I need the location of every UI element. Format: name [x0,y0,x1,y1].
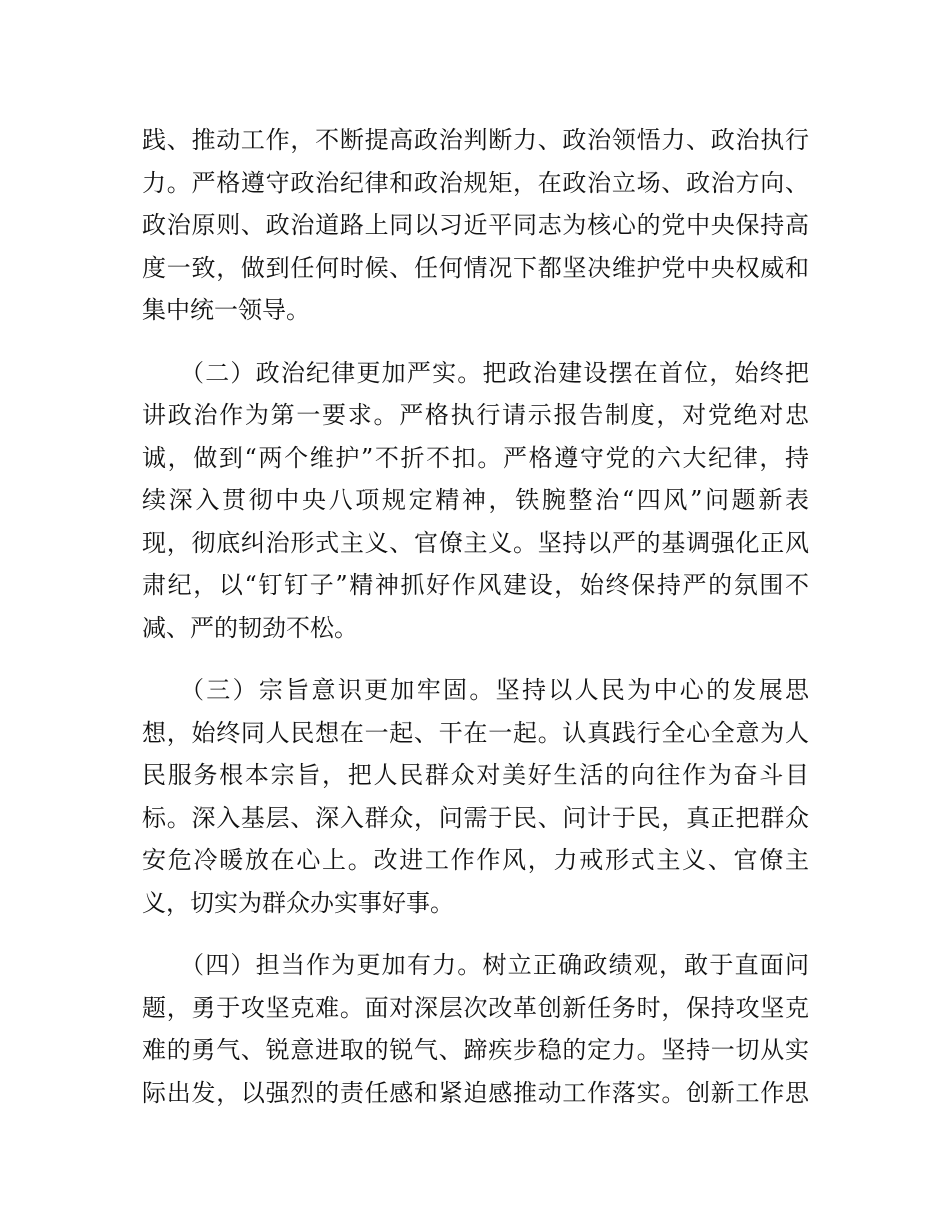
text-line: 讲政治作为第一要求。严格执行请示报告制度，对党绝对忠 [142,401,809,429]
text-line: 义，切实为群众办实事好事。 [142,888,454,917]
text-line: 民服务根本宗旨，把人民群众对美好生活的向往作为奋斗目 [142,761,809,789]
text-line: （四）担当作为更加有力。树立正确政绩观，敢于直面问 [180,951,809,979]
paragraph-continuation [142,119,809,332]
text-line: 标。深入基层、深入群众，问需于民、问计于民，真正把群众 [142,803,809,832]
text-line: 减、严的韧劲不松。 [142,613,358,642]
text-line: 肃纪，以“钉钉子”精神抓好作风建设，始终保持严的氛围不 [142,571,809,599]
text-line: 想，始终同人民想在一起、干在一起。认真践行全心全意为人 [142,718,809,747]
text-line: （三）宗旨意识更加牢固。坚持以人民为中心的发展思 [180,676,809,704]
text-line: （二）政治纪律更加严实。把政治建设摆在首位，始终把 [180,358,809,387]
text-line: 集中统一领导。 [142,296,310,324]
text-line: 践、推动工作，不断提高政治判断力、政治领悟力、政治执行 [142,126,809,154]
text-line: 安危冷暖放在心上。改进工作作风，力戒形式主义、官僚主 [142,846,809,874]
text-line: 际出发，以强烈的责任感和紧迫感推动工作落实。创新工作思 [142,1078,809,1107]
text-line: 诚，做到“两个维护”不折不扣。严格遵守党的六大纪律，持 [142,443,809,472]
paragraph-political-discipline [142,352,809,650]
text-line: 题，勇于攻坚克难。面对深层次改革创新任务时，保持攻坚克 [142,993,809,1022]
text-line: 政治原则、政治道路上同以习近平同志为核心的党中央保持高 [142,211,809,239]
document-page [142,119,809,1134]
text-line: 续深入贯彻中央八项规定精神，铁腕整治“四风”问题新表 [142,486,809,514]
text-line: 度一致，做到任何时候、任何情况下都坚决维护党中央权威和 [142,253,809,282]
paragraph-responsibility [142,944,809,1114]
paragraph-purpose-awareness [142,669,809,924]
text-line: 力。严格遵守政治纪律和政治规矩，在政治立场、政治方向、 [142,168,809,197]
text-line: 难的勇气、锐意进取的锐气、蹄疾步稳的定力。坚持一切从实 [142,1036,809,1064]
text-line: 现，彻底纠治形式主义、官僚主义。坚持以严的基调强化正风 [142,528,809,557]
